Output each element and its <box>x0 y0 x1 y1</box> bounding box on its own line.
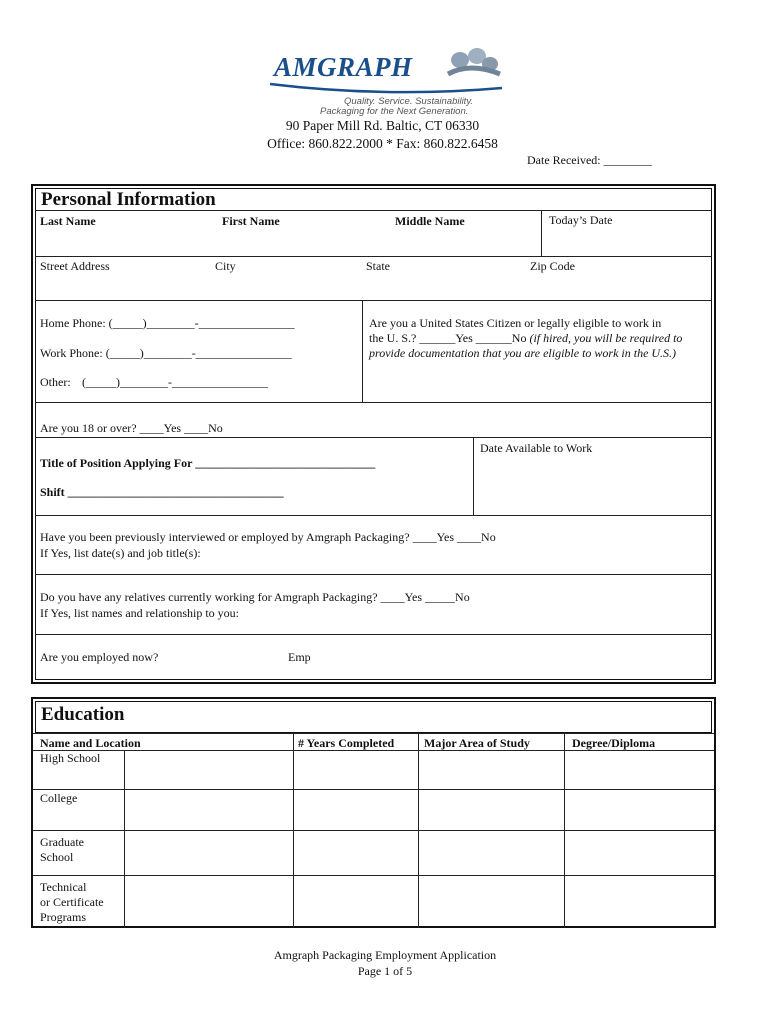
middle-name-label: Middle Name <box>395 214 465 228</box>
edu-col-years: # Years Completed <box>298 736 395 750</box>
shift-field: Shift ____________________________________ <box>40 485 284 499</box>
edu-row-college: College <box>40 791 78 805</box>
position-applying-for: Title of Position Applying For ______________________________ <box>40 456 376 470</box>
logo-brand: AMGRAPH <box>274 52 413 82</box>
date-received: Date Received: ________ <box>527 153 652 167</box>
relatives-details: If Yes, list names and relationship to you: <box>40 606 239 620</box>
todays-date-label: Today’s Date <box>549 213 613 227</box>
logo-tagline-1: Quality. Service. Sustainability. <box>344 96 474 107</box>
city-label: City <box>215 259 236 273</box>
employer-label: Emp <box>288 650 311 664</box>
other-phone-field: (_____)________-________________ <box>82 375 268 389</box>
footer-title: Amgraph Packaging Employment Application <box>273 948 497 962</box>
logo-swoosh-icon <box>268 80 504 96</box>
edu-col-major: Major Area of Study <box>424 736 530 750</box>
education-title: Education <box>41 704 125 725</box>
last-name-label: Last Name <box>40 214 96 228</box>
zip-code-label: Zip Code <box>530 259 575 273</box>
company-logo <box>268 44 504 118</box>
company-address: 90 Paper Mill Rd. Baltic, CT 06330 <box>285 118 480 133</box>
employed-question: Are you employed now? <box>40 650 159 664</box>
work-phone-label: Work Phone: (_____)________-________________ <box>40 346 292 360</box>
footer-page-number: Page 1 of 5 <box>357 964 413 978</box>
company-phone: Office: 860.822.2000 * Fax: 860.822.6458 <box>267 136 498 151</box>
home-phone-label: Home Phone: (_____)________-________________ <box>40 316 295 330</box>
edu-col-name: Name and Location <box>40 736 141 750</box>
other-phone-label: Other: <box>40 375 71 389</box>
logo-tagline-2: Packaging for the Next Generation. <box>320 106 469 117</box>
personal-info-title: Personal Information <box>41 189 216 210</box>
street-address-label: Street Address <box>40 259 110 273</box>
relatives-question: Do you have any relatives currently working for Amgraph Packaging? ____Yes _____No <box>40 590 470 604</box>
edu-row-technical: Technical or Certificate Programs <box>40 880 104 924</box>
first-name-label: First Name <box>222 214 280 228</box>
edu-row-high-school: High School <box>40 751 101 765</box>
age-question: Are you 18 or over? ____Yes ____No <box>40 421 223 435</box>
citizen-question-line1: Are you a United States Citizen or legally eligible to work in <box>369 316 662 330</box>
date-available-label: Date Available to Work <box>480 441 593 455</box>
edu-col-degree: Degree/Diploma <box>572 736 656 750</box>
edu-row-graduate: Graduate School <box>40 835 84 864</box>
citizen-question-line2: the U. S.? ______Yes ______No (if hired, you will be required to <box>369 331 683 345</box>
interviewed-details: If Yes, list date(s) and job title(s): <box>40 546 201 560</box>
interviewed-question: Have you been previously interviewed or employed by Amgraph Packaging? ____Yes ____No <box>40 530 496 544</box>
citizen-question-line3: provide documentation that you are eligible to work in the U.S.) <box>369 346 677 360</box>
state-label: State <box>366 259 390 273</box>
